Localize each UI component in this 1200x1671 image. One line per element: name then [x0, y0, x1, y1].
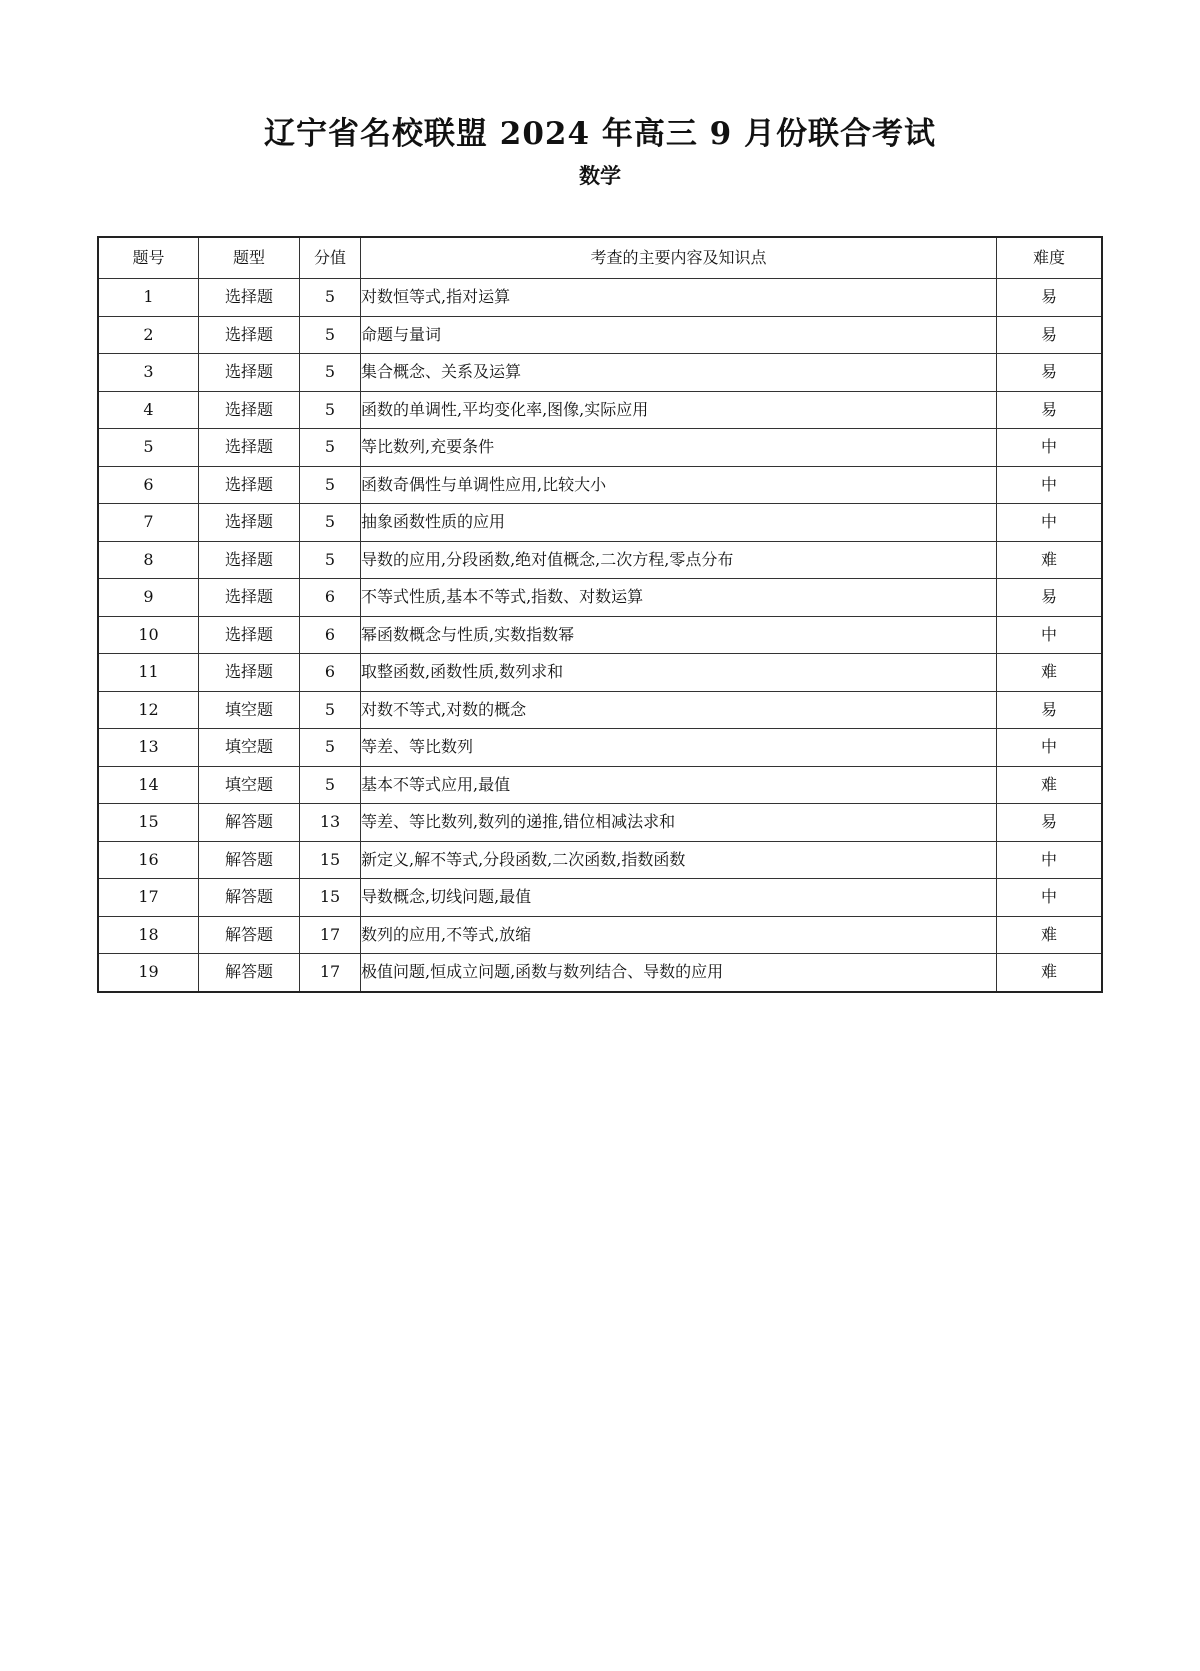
cell-type: 选择题: [199, 354, 300, 392]
cell-difficulty: 易: [997, 391, 1103, 429]
table-row: [98, 316, 1102, 354]
table-header-row: [98, 237, 1102, 279]
cell-difficulty: 难: [997, 954, 1103, 992]
cell-score: 17: [300, 916, 361, 954]
cell-type: 选择题: [199, 429, 300, 467]
cell-number: 16: [98, 841, 199, 879]
cell-content: 导数概念,切线问题,最值: [361, 879, 997, 917]
table-row: [98, 691, 1102, 729]
cell-number: 12: [98, 691, 199, 729]
cell-score: 5: [300, 429, 361, 467]
table-row: [98, 766, 1102, 804]
cell-number: 2: [98, 316, 199, 354]
cell-number: 5: [98, 429, 199, 467]
cell-difficulty: 易: [997, 579, 1103, 617]
cell-type: 解答题: [199, 841, 300, 879]
cell-number: 18: [98, 916, 199, 954]
cell-difficulty: 易: [997, 279, 1103, 317]
cell-number: 13: [98, 729, 199, 767]
column-header-content: 考查的主要内容及知识点: [361, 237, 997, 279]
cell-difficulty: 中: [997, 466, 1103, 504]
cell-difficulty: 中: [997, 879, 1103, 917]
cell-number: 1: [98, 279, 199, 317]
table-row: [98, 466, 1102, 504]
table-body: [98, 279, 1102, 992]
cell-type: 选择题: [199, 316, 300, 354]
table-row: [98, 916, 1102, 954]
cell-type: 填空题: [199, 766, 300, 804]
cell-number: 3: [98, 354, 199, 392]
column-header-difficulty: 难度: [997, 237, 1103, 279]
cell-number: 4: [98, 391, 199, 429]
cell-number: 7: [98, 504, 199, 542]
cell-difficulty: 中: [997, 616, 1103, 654]
cell-score: 6: [300, 654, 361, 692]
cell-score: 5: [300, 466, 361, 504]
table-row: [98, 429, 1102, 467]
cell-number: 14: [98, 766, 199, 804]
cell-score: 15: [300, 841, 361, 879]
cell-content: 抽象函数性质的应用: [361, 504, 997, 542]
cell-content: 函数奇偶性与单调性应用,比较大小: [361, 466, 997, 504]
cell-score: 6: [300, 616, 361, 654]
cell-number: 19: [98, 954, 199, 992]
cell-score: 5: [300, 504, 361, 542]
cell-content: 等差、等比数列,数列的递推,错位相减法求和: [361, 804, 997, 842]
exam-summary-table: [97, 236, 1103, 993]
cell-type: 选择题: [199, 466, 300, 504]
cell-score: 13: [300, 804, 361, 842]
cell-number: 15: [98, 804, 199, 842]
cell-type: 选择题: [199, 654, 300, 692]
cell-score: 5: [300, 391, 361, 429]
cell-score: 17: [300, 954, 361, 992]
cell-type: 选择题: [199, 504, 300, 542]
cell-content: 对数恒等式,指对运算: [361, 279, 997, 317]
column-header-type: 题型: [199, 237, 300, 279]
cell-type: 解答题: [199, 804, 300, 842]
table-row: [98, 729, 1102, 767]
cell-content: 命题与量词: [361, 316, 997, 354]
table-row: [98, 579, 1102, 617]
table-row: [98, 279, 1102, 317]
cell-number: 8: [98, 541, 199, 579]
cell-difficulty: 中: [997, 504, 1103, 542]
cell-number: 10: [98, 616, 199, 654]
cell-difficulty: 易: [997, 804, 1103, 842]
cell-content: 集合概念、关系及运算: [361, 354, 997, 392]
cell-difficulty: 易: [997, 691, 1103, 729]
cell-content: 数列的应用,不等式,放缩: [361, 916, 997, 954]
cell-difficulty: 中: [997, 729, 1103, 767]
table-row: [98, 804, 1102, 842]
cell-content: 幂函数概念与性质,实数指数幂: [361, 616, 997, 654]
cell-type: 解答题: [199, 954, 300, 992]
table-row: [98, 879, 1102, 917]
table-row: [98, 616, 1102, 654]
cell-score: 15: [300, 879, 361, 917]
table-row: [98, 841, 1102, 879]
cell-type: 解答题: [199, 916, 300, 954]
cell-content: 不等式性质,基本不等式,指数、对数运算: [361, 579, 997, 617]
cell-type: 选择题: [199, 391, 300, 429]
cell-content: 对数不等式,对数的概念: [361, 691, 997, 729]
column-header-number: 题号: [98, 237, 199, 279]
cell-score: 5: [300, 316, 361, 354]
cell-difficulty: 难: [997, 654, 1103, 692]
page-title: 辽宁省名校联盟 2024 年高三 9 月份联合考试: [263, 116, 937, 152]
cell-type: 选择题: [199, 279, 300, 317]
cell-score: 5: [300, 541, 361, 579]
cell-difficulty: 难: [997, 541, 1103, 579]
cell-type: 选择题: [199, 541, 300, 579]
cell-difficulty: 中: [997, 841, 1103, 879]
table-row: [98, 391, 1102, 429]
cell-content: 取整函数,函数性质,数列求和: [361, 654, 997, 692]
cell-difficulty: 易: [997, 316, 1103, 354]
table-row: [98, 541, 1102, 579]
cell-content: 等比数列,充要条件: [361, 429, 997, 467]
cell-type: 选择题: [199, 579, 300, 617]
cell-content: 极值问题,恒成立问题,函数与数列结合、导数的应用: [361, 954, 997, 992]
cell-difficulty: 难: [997, 916, 1103, 954]
cell-number: 17: [98, 879, 199, 917]
cell-content: 新定义,解不等式,分段函数,二次函数,指数函数: [361, 841, 997, 879]
cell-difficulty: 易: [997, 354, 1103, 392]
table-row: [98, 354, 1102, 392]
cell-score: 5: [300, 354, 361, 392]
cell-number: 9: [98, 579, 199, 617]
cell-type: 填空题: [199, 691, 300, 729]
cell-difficulty: 中: [997, 429, 1103, 467]
cell-score: 5: [300, 766, 361, 804]
cell-score: 6: [300, 579, 361, 617]
table-row: [98, 504, 1102, 542]
table-row: [98, 654, 1102, 692]
table-row: [98, 954, 1102, 992]
cell-type: 解答题: [199, 879, 300, 917]
cell-score: 5: [300, 729, 361, 767]
cell-score: 5: [300, 279, 361, 317]
cell-content: 等差、等比数列: [361, 729, 997, 767]
cell-content: 导数的应用,分段函数,绝对值概念,二次方程,零点分布: [361, 541, 997, 579]
cell-difficulty: 难: [997, 766, 1103, 804]
cell-type: 选择题: [199, 616, 300, 654]
cell-content: 函数的单调性,平均变化率,图像,实际应用: [361, 391, 997, 429]
cell-number: 6: [98, 466, 199, 504]
cell-number: 11: [98, 654, 199, 692]
column-header-score: 分值: [300, 237, 361, 279]
cell-score: 5: [300, 691, 361, 729]
cell-type: 填空题: [199, 729, 300, 767]
cell-content: 基本不等式应用,最值: [361, 766, 997, 804]
subject-title: 数学: [579, 164, 621, 188]
